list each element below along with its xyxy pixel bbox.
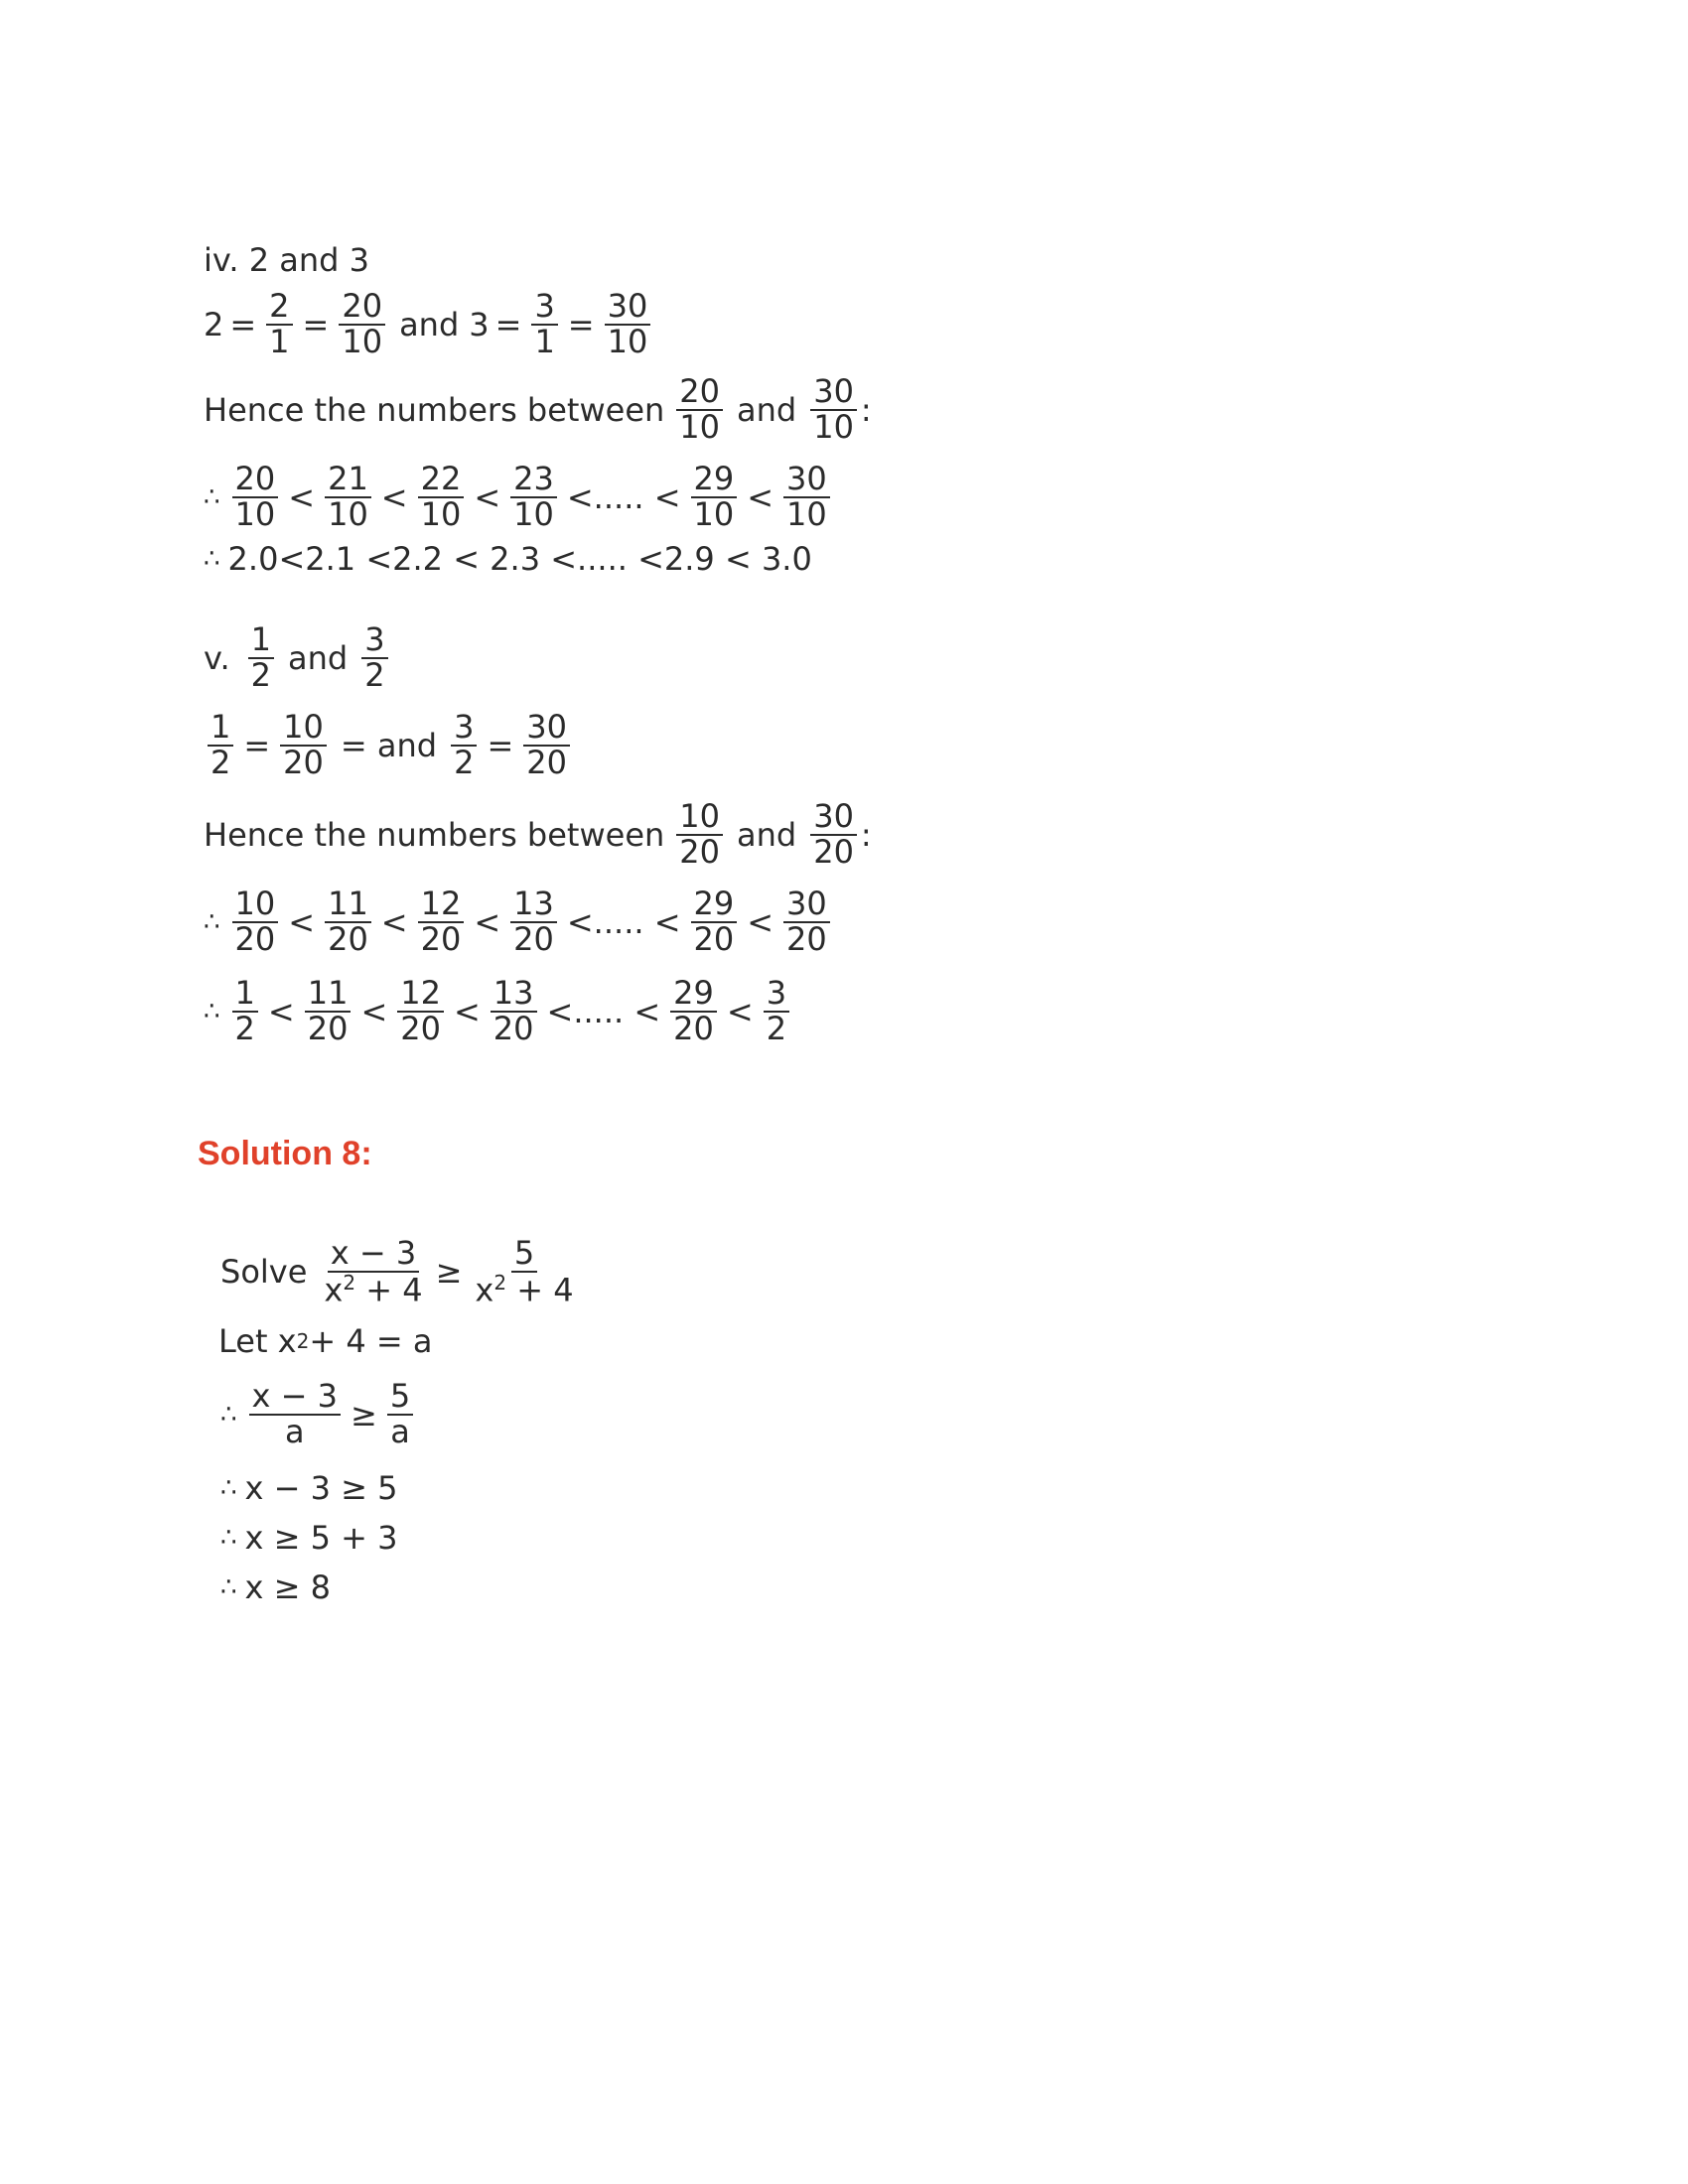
- and-word: and: [287, 638, 349, 677]
- let-text: Let x: [218, 1322, 297, 1360]
- hence-text: Hence the numbers between: [204, 815, 665, 854]
- and-word: and: [399, 305, 460, 343]
- value-b: 3: [469, 305, 490, 343]
- fraction: $\frac{11}{20}$: [325, 887, 371, 956]
- geq-symbol: ≥: [351, 1395, 377, 1433]
- step-1: [220, 1377, 417, 1450]
- part-iv-decimal: [204, 540, 812, 578]
- fraction: $\frac{20}{10}$: [339, 290, 385, 358]
- part-v-chain-1: ∴ $\frac{10}{20}$ < $\frac{11}{20}$ < $\frac{12}{20}$ < $\frac{13}{20}$ <..... < $\frac{29}{20}$ < $\frac{30}{20}$: [204, 887, 834, 956]
- fraction: $\frac{3}{2}$: [361, 623, 387, 692]
- part-v-equation: $\frac{1}{2}$ = $\frac{10}{20}$ = and $\frac{3}{2}$ = $\frac{30}{20}$: [204, 711, 574, 779]
- fraction: $\frac{1}{2}$: [248, 623, 274, 692]
- therefore-symbol: ∴: [220, 1399, 235, 1430]
- part-v-title: [204, 620, 392, 694]
- part-iv-title: iv. 2 and 3: [204, 241, 369, 279]
- fraction: $\frac{5}{x^2 + 4}$: [475, 1234, 574, 1309]
- and-word: = and: [340, 726, 438, 764]
- value-a: 2: [204, 305, 224, 343]
- geq-symbol: ≥: [435, 1253, 463, 1292]
- step-4: [220, 1569, 331, 1606]
- therefore-symbol: ∴: [204, 996, 218, 1026]
- fraction: $\frac{29}{10}$: [691, 463, 738, 531]
- fraction: $\frac{23}{10}$: [510, 463, 557, 531]
- therefore-symbol: ∴: [204, 906, 218, 937]
- fraction: $\frac{12}{20}$: [418, 887, 465, 956]
- therefore-symbol: ∴: [204, 481, 218, 512]
- fraction: $\frac{3}{1}$: [531, 290, 557, 358]
- fraction: $\frac{29}{20}$: [691, 887, 738, 956]
- fraction: $\frac{3}{2}$: [764, 977, 789, 1045]
- hence-text: Hence the numbers between: [204, 390, 665, 429]
- fraction: $\frac{20}{10}$: [232, 463, 279, 531]
- fraction: $\frac{11}{20}$: [305, 977, 352, 1045]
- fraction: $\frac{x - 3}{x^2 + 4}$: [324, 1234, 423, 1309]
- and-word: and: [737, 390, 797, 429]
- part-v-chain-2: ∴ $\frac{1}{2}$ < $\frac{11}{20}$ < $\frac{12}{20}$ < $\frac{13}{20}$ <..... < $\frac{29}{20}$ < $\frac{3}{2}$: [204, 977, 793, 1045]
- fraction: $\frac{29}{20}$: [670, 977, 717, 1045]
- solution-heading: Solution 8:: [198, 1135, 372, 1172]
- step-2: [220, 1469, 398, 1507]
- fraction: $\frac{30}{10}$: [810, 375, 857, 444]
- solve-line: [220, 1234, 581, 1309]
- fraction: $\frac{13}{20}$: [510, 887, 557, 956]
- fraction: $\frac{1}{2}$: [208, 711, 233, 779]
- fraction: $\frac{21}{10}$: [325, 463, 371, 531]
- colon: :: [860, 815, 872, 854]
- part-v-hence: [204, 797, 872, 871]
- fraction: $\frac{10}{20}$: [232, 887, 279, 956]
- fraction: $\frac{30}{10}$: [783, 463, 830, 531]
- fraction: $\frac{12}{20}$: [397, 977, 444, 1045]
- part-v-label: v.: [204, 638, 230, 677]
- fraction: $\frac{x - 3}{a}$: [249, 1380, 341, 1448]
- fraction: $\frac{10}{20}$: [280, 711, 327, 779]
- therefore-symbol: ∴: [220, 1523, 235, 1553]
- therefore-symbol: ∴: [220, 1572, 235, 1602]
- step-3: [220, 1519, 398, 1557]
- fraction: $\frac{2}{1}$: [266, 290, 292, 358]
- fraction: $\frac{1}{2}$: [232, 977, 258, 1045]
- step-text: x ≥ 8: [244, 1569, 331, 1606]
- colon: :: [860, 390, 872, 429]
- fraction: $\frac{30}{20}$: [523, 711, 570, 779]
- fraction: $\frac{30}{20}$: [783, 887, 830, 956]
- therefore-symbol: ∴: [204, 544, 218, 574]
- fraction: $\frac{22}{10}$: [418, 463, 465, 531]
- fraction: $\frac{10}{20}$: [676, 800, 723, 869]
- fraction: $\frac{3}{2}$: [451, 711, 477, 779]
- fraction: $\frac{30}{10}$: [605, 290, 651, 358]
- let-line: Let x 2 + 4 = a: [218, 1322, 433, 1360]
- fraction: $\frac{5}{a}$: [387, 1380, 413, 1448]
- solve-word: Solve: [220, 1253, 308, 1292]
- and-word: and: [737, 815, 797, 854]
- therefore-symbol: ∴: [220, 1473, 235, 1503]
- fraction: $\frac{30}{20}$: [810, 800, 857, 869]
- fraction: $\frac{13}{20}$: [491, 977, 537, 1045]
- fraction: $\frac{20}{10}$: [676, 375, 723, 444]
- part-iv-hence: [204, 372, 872, 446]
- decimal-chain: 2.0<2.1 <2.2 < 2.3 <..... <2.9 < 3.0: [227, 540, 812, 578]
- step-text: x − 3 ≥ 5: [244, 1469, 398, 1507]
- step-text: x ≥ 5 + 3: [244, 1519, 398, 1557]
- part-iv-equation: 2 = $\frac{2}{1}$ = $\frac{20}{10}$ and 3 = $\frac{3}{1}$ = $\frac{30}{10}$: [204, 290, 654, 358]
- part-iv-chain: ∴ $\frac{20}{10}$ < $\frac{21}{10}$ < $\frac{22}{10}$ < $\frac{23}{10}$ <..... < $\frac{29}{10}$ < $\frac{30}{10}$: [204, 463, 834, 531]
- part-iv: [204, 238, 369, 282]
